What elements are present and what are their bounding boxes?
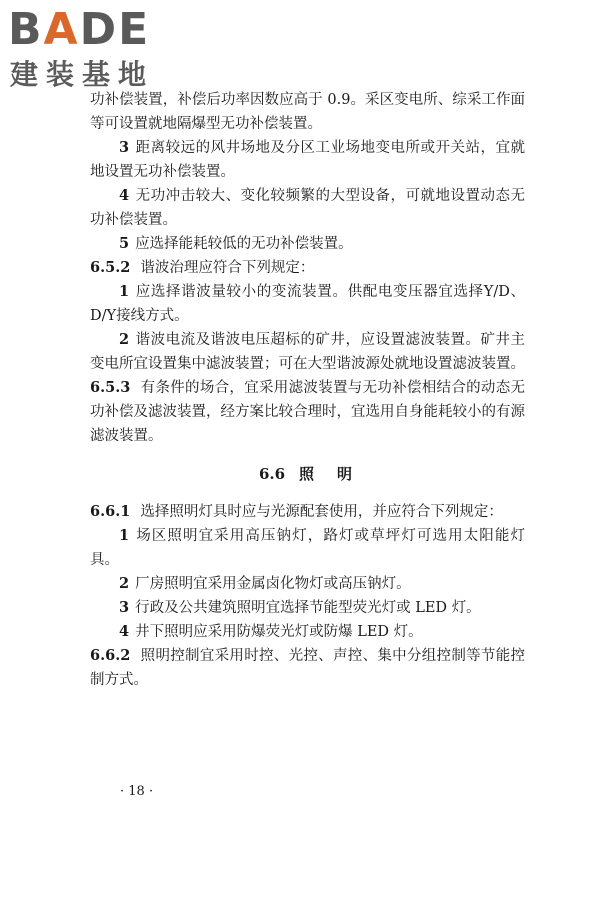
list-item	[90, 184, 525, 232]
item-text: 谐波电流及谐波电压超标的矿井，应设置滤波装置。矿井主变电所宜设置集中滤波装置；可在大型谐波源处就地设置滤波装置。	[90, 332, 525, 372]
clause-number: 6.6.2	[90, 647, 131, 664]
section-number: 6.6	[258, 465, 286, 483]
logo-letters-right: DE	[79, 4, 151, 55]
item-number: 3	[119, 139, 130, 156]
item-text: 距离较远的风井场地及分区工业场地变电所或开关站，宜就地设置无功补偿装置。	[90, 140, 525, 180]
logo-letters-left: B	[8, 4, 44, 55]
logo-letter-accent: A	[43, 4, 80, 55]
item-text: 无功冲击较大、变化较频繁的大型设备，可就地设置动态无功补偿装置。	[90, 188, 525, 228]
page-number: · 18 ·	[120, 784, 154, 799]
list-item	[90, 620, 525, 644]
clause-6-6-2	[90, 644, 525, 692]
item-text: 应选择能耗较低的无功补偿装置。	[135, 236, 353, 252]
clause-text: 选择照明灯具时应与光源配套使用，并应符合下列规定：	[140, 504, 503, 520]
item-number: 5	[119, 235, 130, 252]
item-number: 1	[119, 527, 130, 544]
item-text: 应选择谐波量较小的变流装置。供配电变压器宜选择Y/D、D/Y接线方式。	[90, 284, 525, 324]
item-number: 4	[119, 623, 130, 640]
item-text: 厂房照明宜采用金属卤化物灯或高压钠灯。	[135, 576, 411, 592]
list-item	[90, 524, 525, 572]
item-number: 4	[119, 187, 130, 204]
item-number: 2	[119, 575, 130, 592]
list-item	[90, 572, 525, 596]
item-text: 行政及公共建筑照明宜选择节能型荧光灯或 LED 灯。	[135, 600, 481, 616]
clause-6-5-3	[90, 376, 525, 448]
paragraph-continued: 功补偿装置，补偿后功率因数应高于 0.9。采区变电所、综采工作面等可设置就地隔爆型无功补偿装置。	[90, 92, 525, 132]
logo-wordmark	[8, 4, 150, 56]
list-item	[90, 280, 525, 328]
clause-text: 谐波治理应符合下列规定：	[140, 260, 315, 276]
section-heading	[90, 462, 525, 486]
item-number: 1	[119, 283, 130, 300]
list-item	[90, 596, 525, 620]
list-item	[90, 136, 525, 184]
document-body	[90, 88, 525, 692]
logo-subtitle: 建装基地	[10, 58, 155, 91]
clause-6-6-1	[90, 500, 525, 524]
section-title: 照 明	[299, 465, 357, 483]
clause-number: 6.5.3	[90, 379, 131, 396]
list-item	[90, 232, 525, 256]
brand-logo	[8, 4, 178, 96]
item-text: 井下照明应采用防爆荧光灯或防爆 LED 灯。	[135, 624, 423, 640]
item-number: 2	[119, 331, 130, 348]
item-text: 场区照明宜采用高压钠灯，路灯或草坪灯可选用太阳能灯具。	[90, 528, 525, 568]
clause-6-5-2	[90, 256, 525, 280]
clause-text: 照明控制宜采用时控、光控、声控、集中分组控制等节能控制方式。	[90, 648, 525, 688]
clause-text: 有条件的场合，宜采用滤波装置与无功补偿相结合的动态无功补偿及滤波装置，经方案比较合理时，宜选用自身能耗较小的有源滤波装置。	[90, 380, 525, 444]
list-item	[90, 328, 525, 376]
clause-number: 6.6.1	[90, 503, 131, 520]
item-number: 3	[119, 599, 130, 616]
clause-number: 6.5.2	[90, 259, 131, 276]
